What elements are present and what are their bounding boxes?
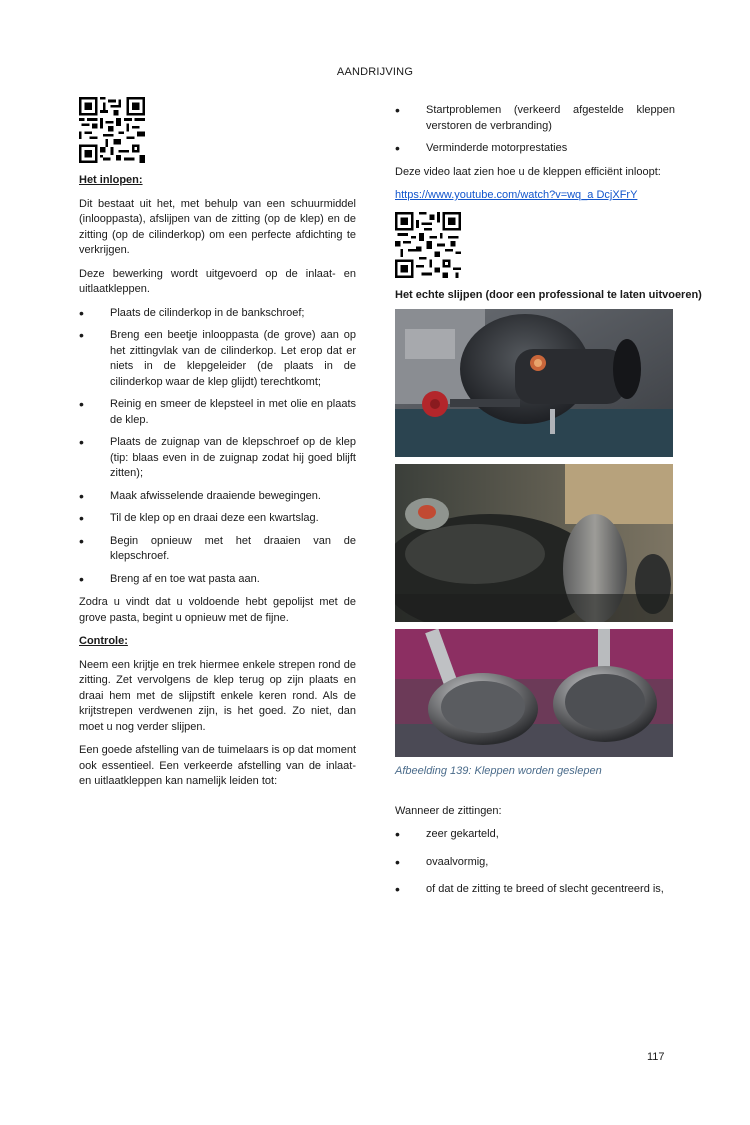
list-item: • Maak afwisselende draaiende bewegingen. — [79, 487, 321, 504]
list-item: • Reinig en smeer de klepsteel in met olie en plaats de klep. — [79, 396, 356, 426]
list-item: • zeer gekarteld, — [395, 826, 499, 842]
bullet-icon: • — [79, 396, 84, 412]
controle-heading: Controle: — [79, 635, 128, 647]
left-column — [79, 97, 356, 798]
list-item: • Til de klep op en draai deze een kwartslag. — [79, 510, 319, 526]
list-item: • Startproblemen (verkeerd afgestelde kleppen verstoren de verbranding) — [395, 102, 675, 132]
valve-grinder-photo — [395, 309, 673, 457]
list-item: • ovaalvormig, — [395, 853, 489, 870]
figure-caption: Afbeelding 139: Kleppen worden geslepen — [395, 765, 602, 777]
list-item: • Breng af en toe wat pasta aan. — [79, 570, 260, 587]
seat-conditions-list — [395, 827, 675, 898]
slijpen-heading: Het echte slijpen (door een professional te laten uitvoeren) — [395, 288, 702, 301]
bullet-icon: • — [395, 140, 400, 156]
consequences-list — [395, 103, 675, 157]
bullet-icon: • — [79, 487, 84, 504]
bullet-icon: • — [79, 532, 84, 549]
qr-code-icon[interactable] — [79, 97, 145, 163]
inlopen-paragraph-2: Deze bewerking wordt uitgevoerd op de inlaat- en uitlaatkleppen. — [79, 267, 356, 295]
seats-intro: Wanneer de zittingen: — [395, 804, 502, 817]
page-number: 117 — [647, 1051, 665, 1063]
inlopen-steps-list — [79, 306, 356, 588]
inlopen-paragraph-1: Dit bestaat uit het, met behulp van een schuurmiddel (inlooppasta), afslijpen van de zitting (op de klep) en de zitting (op de cilinderkop) om een perfecte afdichting te verkrijgen. — [79, 197, 356, 256]
bullet-icon: • — [395, 853, 400, 870]
right-column — [395, 102, 702, 910]
valves-photo — [395, 629, 673, 757]
qr-code-icon[interactable] — [395, 212, 461, 278]
controle-paragraph-1: Neem een krijtje en trek hiermee enkele strepen rond de zitting. Zet vervolgens de klep terug op zijn plaats en draai hem met de slijpstift enkele keren rond. Als de krijtstrepen verdwenen zijn, is het goed. Zo niet, dan moet u nog verder slijpen. — [79, 658, 356, 733]
list-item: • Plaats de cilinderkop in de bankschroef; — [79, 304, 305, 321]
bullet-icon: • — [79, 570, 84, 587]
bullet-icon: • — [79, 327, 84, 343]
bullet-icon: • — [79, 510, 84, 526]
list-item: • of dat de zitting te breed of slecht gecentreerd is, — [395, 881, 664, 897]
video-intro: Deze video laat zien hoe u de kleppen efficiënt inloopt: — [395, 165, 661, 178]
inlopen-paragraph-3: Zodra u vindt dat u voldoende hebt gepolijst met de grove pasta, begint u opnieuw met de fijne. — [79, 596, 356, 624]
inlopen-heading: Het inlopen: — [79, 174, 143, 186]
bullet-icon: • — [395, 881, 400, 897]
list-item: • Begin opnieuw met het draaien van de klepschroef. — [79, 532, 356, 562]
bullet-icon: • — [79, 304, 84, 321]
page-header: AANDRIJVING — [336, 66, 414, 78]
bullet-icon: • — [395, 826, 400, 842]
list-item: • Verminderde motorprestaties — [395, 140, 568, 156]
controle-paragraph-2: Een goede afstelling van de tuimelaars is op dat moment ook essentieel. Een verkeerde afstelling van de inlaat- en uitlaatkleppen kan namelijk leiden tot: — [79, 744, 356, 787]
list-item: • Plaats de zuignap van de klepschroef op de klep (tip: blaas even in de zuignap zodat hij goed blijft zitten); — [79, 434, 356, 479]
valve-seat-grinding-photo — [395, 464, 673, 622]
list-item: • Breng een beetje inlooppasta (de grove) aan op het zittingvlak van de cilinderkop. Let erop dat er niets in de klepgeleider (de plaats in de cilinderkop waar de klep glijdt) terechtkomt; — [79, 327, 356, 388]
bullet-icon: • — [395, 102, 400, 118]
bullet-icon: • — [79, 434, 84, 450]
youtube-link[interactable]: https://www.youtube.com/watch?v=wq_a DcjXFrY — [395, 189, 638, 201]
